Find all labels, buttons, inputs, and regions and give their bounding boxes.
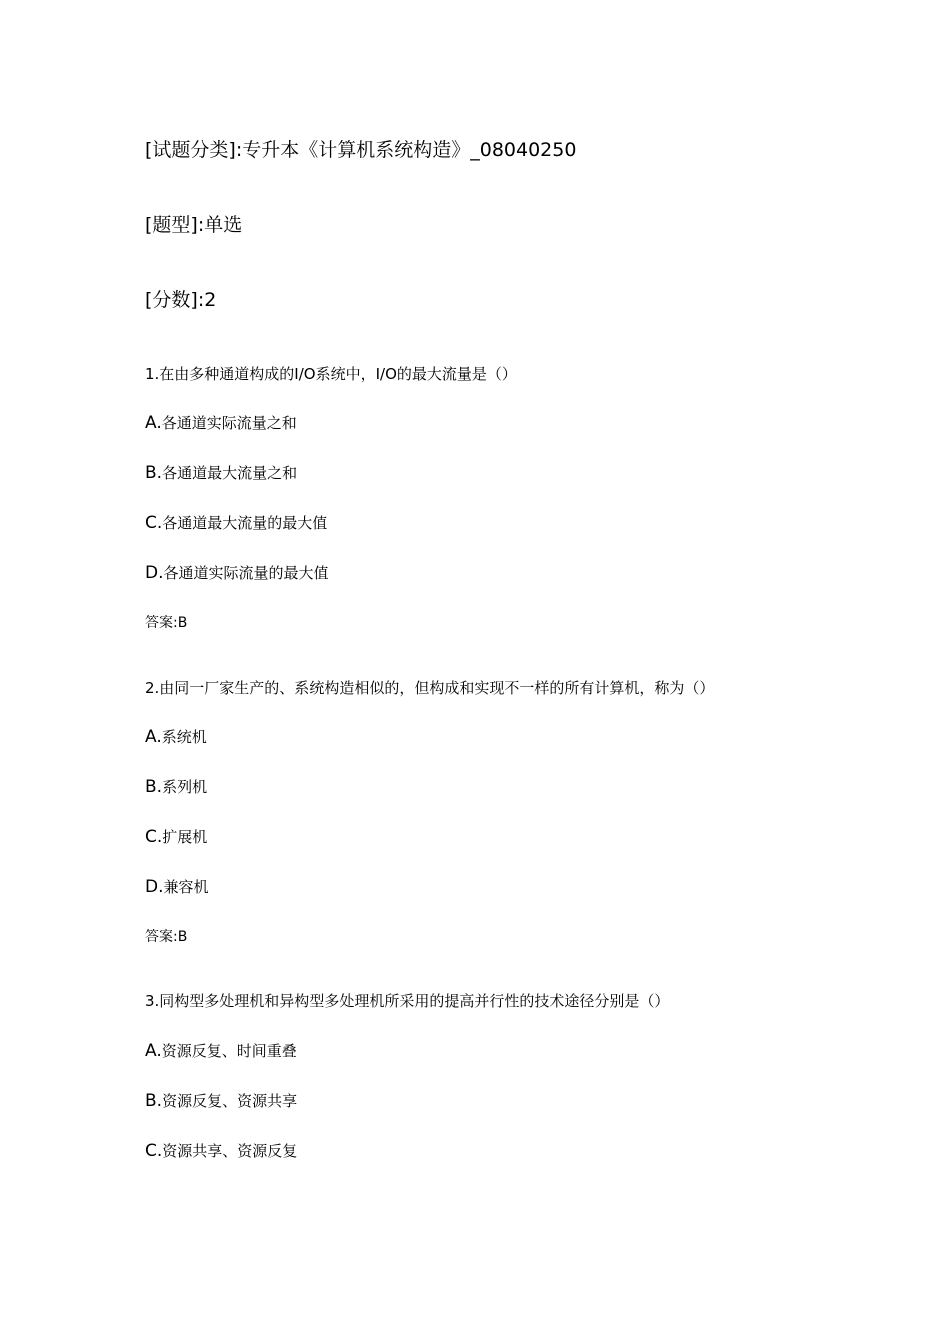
option-text: 资源反复、资源共享 — [162, 1092, 298, 1110]
option-text: 各通道实际流量之和 — [161, 414, 297, 432]
option-letter: C. — [145, 513, 163, 533]
option-letter: A. — [145, 413, 162, 433]
question-3-option-a — [145, 1041, 297, 1061]
question-2-option-d — [145, 877, 209, 897]
option-letter: B. — [145, 1091, 163, 1111]
question-3-option-b — [145, 1091, 297, 1111]
question-type: [题型]:单选 — [145, 214, 243, 236]
option-letter: A. — [145, 727, 162, 747]
option-text: 各通道最大流量之和 — [162, 464, 298, 482]
question-1-option-b — [145, 463, 297, 483]
option-letter: D. — [145, 563, 164, 583]
question-1-option-d — [145, 563, 329, 583]
option-letter: C. — [145, 827, 163, 847]
question-1-stem: 1.在由多种通道构成的I/O系统中，I/O的最大流量是（） — [145, 365, 517, 383]
option-letter: C. — [145, 1141, 163, 1161]
option-letter: A. — [145, 1041, 162, 1061]
question-2-option-c — [145, 827, 207, 847]
question-2-answer: 答案:B — [145, 929, 188, 945]
exam-category: [试题分类]:专升本《计算机系统构造》_08040250 — [145, 139, 577, 161]
option-letter: D. — [145, 877, 164, 897]
option-text: 资源反复、时间重叠 — [161, 1042, 297, 1060]
option-letter: B. — [145, 777, 163, 797]
option-text: 扩展机 — [162, 828, 208, 846]
question-2-option-b — [145, 777, 207, 797]
question-2-option-a — [145, 727, 207, 747]
question-1-option-a — [145, 413, 297, 433]
question-3-option-c — [145, 1141, 297, 1161]
option-text: 各通道实际流量的最大值 — [163, 564, 329, 582]
option-text: 兼容机 — [163, 878, 209, 896]
question-1-option-c — [145, 513, 327, 533]
option-text: 系统机 — [161, 728, 207, 746]
option-letter: B. — [145, 463, 163, 483]
option-text: 资源共享、资源反复 — [162, 1142, 298, 1160]
question-score: [分数]:2 — [145, 289, 217, 311]
question-2-stem: 2.由同一厂家生产的、系统构造相似的，但构成和实现不一样的所有计算机，称为（） — [145, 679, 715, 697]
option-text: 各通道最大流量的最大值 — [162, 514, 328, 532]
option-text: 系列机 — [162, 778, 208, 796]
question-1-answer: 答案:B — [145, 615, 188, 631]
question-3-stem: 3.同构型多处理机和异构型多处理机所采用的提高并行性的技术途径分别是（） — [145, 992, 670, 1010]
